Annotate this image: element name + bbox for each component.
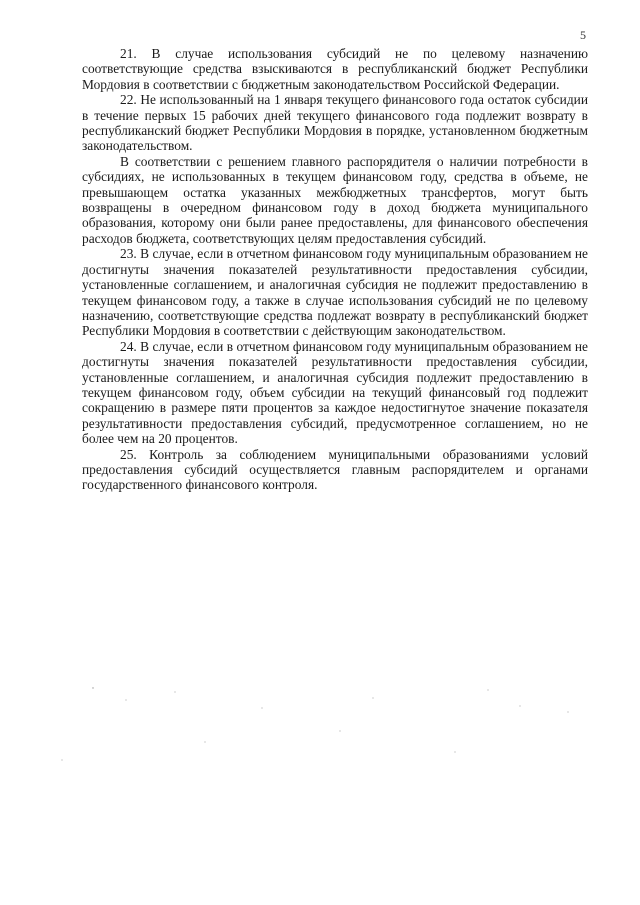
page-number: 5 bbox=[580, 28, 586, 42]
scan-speck bbox=[372, 697, 373, 698]
scan-speck bbox=[339, 730, 340, 731]
paragraph-22: 22. Не использованный на 1 января текущего финансового года остаток субсидии в течение первых 15 рабочих дней текущего финансового года подлежит возврату в республиканский бюджет Республики Мордовия в порядке, установленном бюджетным законодательством. bbox=[82, 92, 588, 154]
document-body bbox=[82, 46, 588, 493]
paragraph-22-continuation: В соответствии с решением главного распорядителя о наличии потребности в субсидиях, не использованных в текущем финансовом году, средства в объеме, не превышающем остатка указанных межбюджетных трансфертов, могут быть возвращены в очередном финансовом году в доход бюджета муниципального образования, которому они были ранее предоставлены, для финансового обеспечения расходов бюджета, соответствующих целям предоставления субсидий. bbox=[82, 153, 588, 246]
scan-speck bbox=[261, 707, 262, 708]
scan-speck bbox=[204, 741, 205, 742]
paragraph-23: 23. В случае, если в отчетном финансовом году муниципальным образованием не достигнуты значения показателей результативности предоставления субсидии, установленные соглашением, и аналогичная субсидия не подлежит предоставлению в текущем финансовом году, а также в случае использования субсидий не по целевому назначению, соответствующие средства подлежат возврату в республиканский бюджет Республики Мордовия в соответствии с действующим законодательством. bbox=[82, 246, 588, 339]
scan-speck bbox=[125, 699, 126, 700]
paragraph-21: 21. В случае использования субсидий не по целевому назначению соответствующие средства взыскиваются в республиканский бюджет Республики Мордовия в соответствии с бюджетным законодательством Российской Федерации. bbox=[82, 46, 588, 92]
paragraph-25: 25. Контроль за соблюдением муниципальными образованиями условий предоставления субсидий осуществляется главным распорядителем и органами государственного финансового контроля. bbox=[82, 446, 588, 493]
scan-speck bbox=[174, 691, 175, 692]
scan-speck bbox=[61, 759, 62, 760]
scan-speck bbox=[92, 687, 93, 688]
scan-speck bbox=[487, 689, 488, 690]
paragraph-24: 24. В случае, если в отчетном финансовом году муниципальным образованием не достигнуты значения показателей результативности предоставления субсидии, установленные соглашением, и аналогичная субсидия подлежит предоставлению в текущем финансовом году, объем субсидии на текущий финансовый год подлежит сокращению в размере пяти процентов за каждое недостигнутое значение показателя результативности предоставления субсидий, предусмотренное соглашением, но не более чем на 20 процентов. bbox=[82, 338, 588, 447]
scan-speck bbox=[567, 711, 568, 712]
scan-speck bbox=[519, 705, 520, 706]
scan-speck bbox=[454, 751, 455, 752]
